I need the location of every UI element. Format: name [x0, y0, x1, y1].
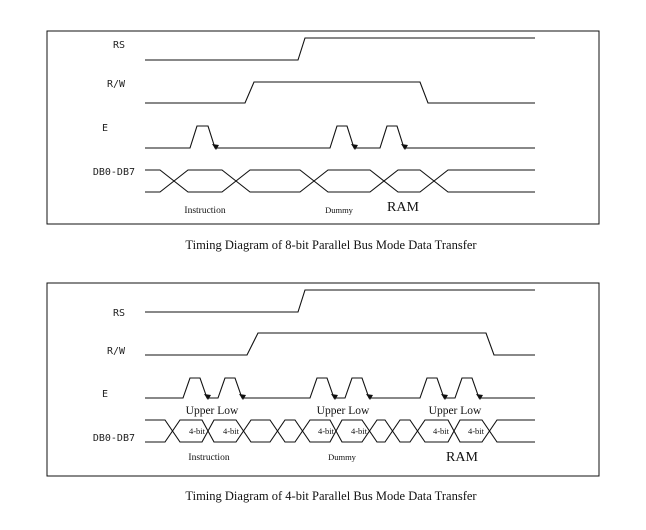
e-arrows [212, 144, 408, 150]
rs-waveform [145, 290, 535, 312]
phase-dummy: Dummy [328, 452, 356, 462]
db-label: DB0-DB7 [92, 433, 135, 444]
diagram-8bit [47, 31, 599, 252]
arrow-head [401, 144, 408, 150]
caption-8bit: Timing Diagram of 8-bit Parallel Bus Mode Data Transfer [185, 238, 477, 252]
arrow-head [351, 144, 358, 150]
arrow-head [212, 144, 219, 150]
arrow-head [476, 394, 483, 400]
arrow-head [366, 394, 373, 400]
db-cell-label: 4-bit [222, 426, 240, 436]
phase-instruction: Instruction [188, 453, 230, 463]
rw-waveform [145, 333, 535, 355]
db-bus-waveform [145, 170, 535, 192]
e-label: E [101, 389, 108, 400]
arrow-head [331, 394, 338, 400]
rs-label: RS [112, 40, 125, 51]
caption-4bit: Timing Diagram of 4-bit Parallel Bus Mode Data Transfer [185, 489, 477, 503]
diagram-8bit-frame [47, 31, 599, 224]
pulse-label-upper-low: Upper Low [185, 405, 239, 417]
rs-label: RS [112, 308, 125, 319]
e-arrows [204, 394, 483, 400]
arrow-head [441, 394, 448, 400]
rs-waveform [145, 38, 535, 60]
rw-label: R/W [106, 346, 125, 357]
e-label: E [101, 123, 108, 134]
rw-label: R/W [106, 79, 125, 90]
db-cell-label: 4-bit [432, 426, 450, 436]
rw-waveform [145, 82, 535, 103]
e-waveform [145, 126, 535, 148]
phase-ram: RAM [446, 450, 478, 465]
e-waveform [145, 378, 535, 398]
pulse-label-upper-low: Upper Low [428, 405, 482, 417]
db-cell-label: 4-bit [467, 426, 485, 436]
arrow-head [239, 394, 246, 400]
db-cell-label: 4-bit [317, 426, 335, 436]
phase-dummy: Dummy [325, 205, 353, 215]
phase-instruction: Instruction [184, 206, 226, 216]
arrow-head [204, 394, 211, 400]
pulse-label-upper-low: Upper Low [316, 405, 370, 417]
diagram-4bit-frame [47, 283, 599, 476]
diagram-4bit [47, 283, 599, 503]
db-cell-label: 4-bit [188, 426, 206, 436]
db-label: DB0-DB7 [92, 167, 135, 178]
db-cell-label: 4-bit [350, 426, 368, 436]
phase-ram: RAM [387, 200, 419, 215]
